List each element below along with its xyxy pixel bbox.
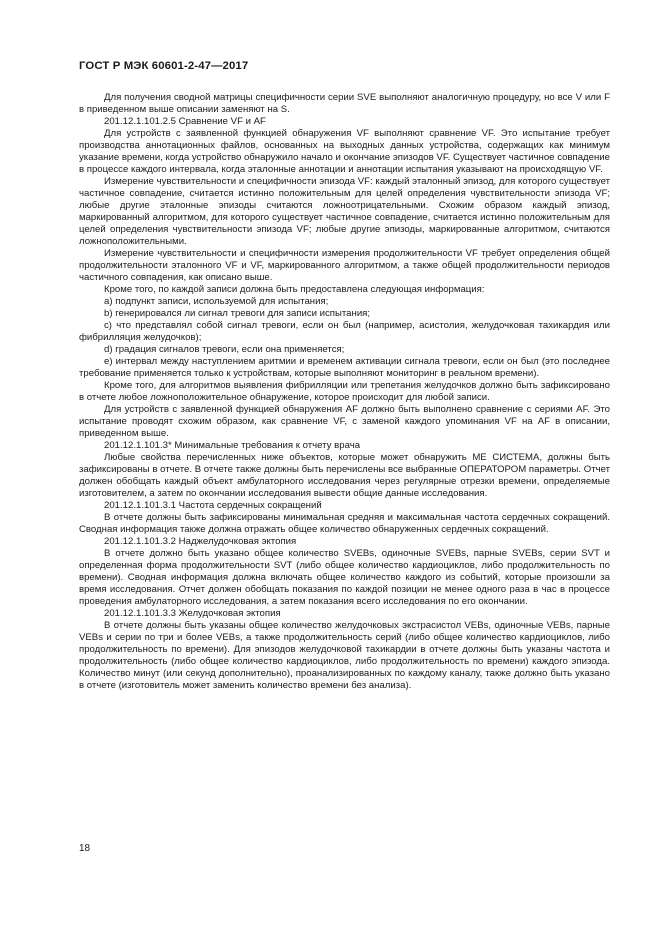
- section-heading-heart-rate: 201.12.1.101.3.1 Частота сердечных сокращений: [104, 500, 322, 511]
- section-heading-supraventricular: 201.12.1.101.3.2 Наджелудочковая эктопия: [104, 536, 297, 547]
- list-item-d: d) градация сигналов тревоги, если она применяется;: [104, 344, 345, 355]
- paragraph-record-info-intro: Кроме того, по каждой записи должна быть предоставлена следующая информация:: [104, 284, 485, 295]
- paragraph-ventricular: В отчете должны быть указаны общее количество желудочковых экстрасистол VEBs, одиночные VEBs, парные VEBs и серии по три и более VEBs, а также продолжительность серий (либо общее количество кардиоциклов, либо продолжительность по времени). Для эпизодов желудочковой тахикардии в отчете должны быть указаны частота и продолжительность (либо общее количество кардиоциклов, либо продолжительность по времени) каждого эпизода. Количество минут (или секунд дополнительно), проанализированных по каждому каналу, также должно быть указано в отчете (изготовитель может заменить количество времени без анализа).: [79, 620, 610, 691]
- paragraph-sve-summary: Для получения сводной матрицы специфичности серии SVE выполняют аналогичную процедуру, но все V или F в приведенном выше описании заменяют на S.: [79, 92, 610, 115]
- standard-header: ГОСТ Р МЭК 60601-2-47—2017: [79, 60, 249, 72]
- paragraph-vf-false-positive: Кроме того, для алгоритмов выявления фибрилляции или трепетания желудочков должно быть зафиксировано в отчете любое ложноположительное обнаружение, которое происходит для любой записи.: [79, 380, 610, 403]
- paragraph-heart-rate: В отчете должны быть зафиксированы минимальная средняя и максимальная частота сердечных сокращений. Сводная информация также должна отражать общее количество обнаруженных сердечных сокращений.: [79, 512, 610, 535]
- section-heading-ventricular: 201.12.1.101.3.3 Желудочковая эктопия: [104, 608, 281, 619]
- paragraph-vf-comparison: Для устройств с заявленной функцией обнаружения VF выполняют сравнение VF. Это испытание требует производства аннотационных файлов, основанных на выходных данных устройства, содержащих как минимум указание времени, когда устройство обнаружило начало и окончание эпизодов VF. Существует частичное совпадение в процессе каждого интервала, когда эталонные аннотации и аннотации испытания указывают на происходящую VF.: [79, 128, 610, 175]
- paragraph-af-comparison: Для устройств с заявленной функцией обнаружения AF должно быть выполнено сравнение с сериями AF. Это испытание проводят схожим образом, как сравнение VF, с заменой каждого упоминания VF на AF в описании, приведенном выше.: [79, 404, 610, 439]
- list-item-a: а) подпункт записи, используемой для испытания;: [104, 296, 329, 307]
- paragraph-report-requirements: Любые свойства перечисленных ниже объектов, которые может обнаружить МЕ СИСТЕМА, должны быть зафиксированы в отчете. В отчете также должны быть перечислены все выбранные ОПЕРАТОРОМ параметры. Отчет должен обобщать каждый объект амбулаторного исследования через регулярные отрезки времени, определяемые изготовителем, а затем по окончании исследования вывести общие данные исследования.: [79, 452, 610, 499]
- paragraph-supraventricular: В отчете должно быть указано общее количество SVEBs, одиночные SVEBs, парные SVEBs, серии SVT и определенная форма продолжительности SVT (либо общее количество кардиоциклов, либо продолжительность по времени). Сводная информация должна включать общее количество каждого из событий, которые произошли за время исследования. Отчет должен обобщать показания по каждой позиции не менее одного раза в час в процессе проведения амбулаторного исследования, а затем показания всего исследования по его окончании.: [79, 548, 610, 607]
- list-item-b: b) генерировался ли сигнал тревоги для записи испытания;: [104, 308, 371, 319]
- page-number: 18: [79, 843, 91, 854]
- list-item-c: c) что представлял собой сигнал тревоги, если он был (например, асистолия, желудочковая тахикардия или фибрилляция желудочков);: [79, 320, 610, 343]
- paragraph-vf-episode-sensitivity: Измерение чувствительности и специфичности эпизода VF: каждый эталонный эпизод, для которого существует частичное совпадение, считается истинно положительным для целей определения чувствительности эпизода VF; любые другие эталонные эпизоды считаются ложноотрицательными. Схожим образом каждый эпизод, маркированный алгоритмом, для которого существует частичное совпадение, считается истинно положительным для целей определения чувствительности эпизода VF; любые другие эпизоды, маркированные алгоритмом, считаются ложноположительными.: [79, 176, 610, 247]
- paragraph-vf-duration: Измерение чувствительности и специфичности измерения продолжительности VF требует определения общей продолжительности эталонного VF и VF, маркированного алгоритмом, а также общей продолжительности периодов частичного совпадения, как описано выше.: [79, 248, 610, 283]
- section-heading-vf-af: 201.12.1.101.2.5 Сравнение VF и AF: [104, 116, 266, 127]
- section-heading-physician-report: 201.12.1.101.3* Минимальные требования к отчету врача: [104, 440, 361, 451]
- list-item-e: e) интервал между наступлением аритмии и временем активации сигнала тревоги, если он был (это последнее требование применяется только к устройствам, которые выполняют мониторинг в реальном времени).: [79, 356, 610, 379]
- body-text: [79, 92, 610, 692]
